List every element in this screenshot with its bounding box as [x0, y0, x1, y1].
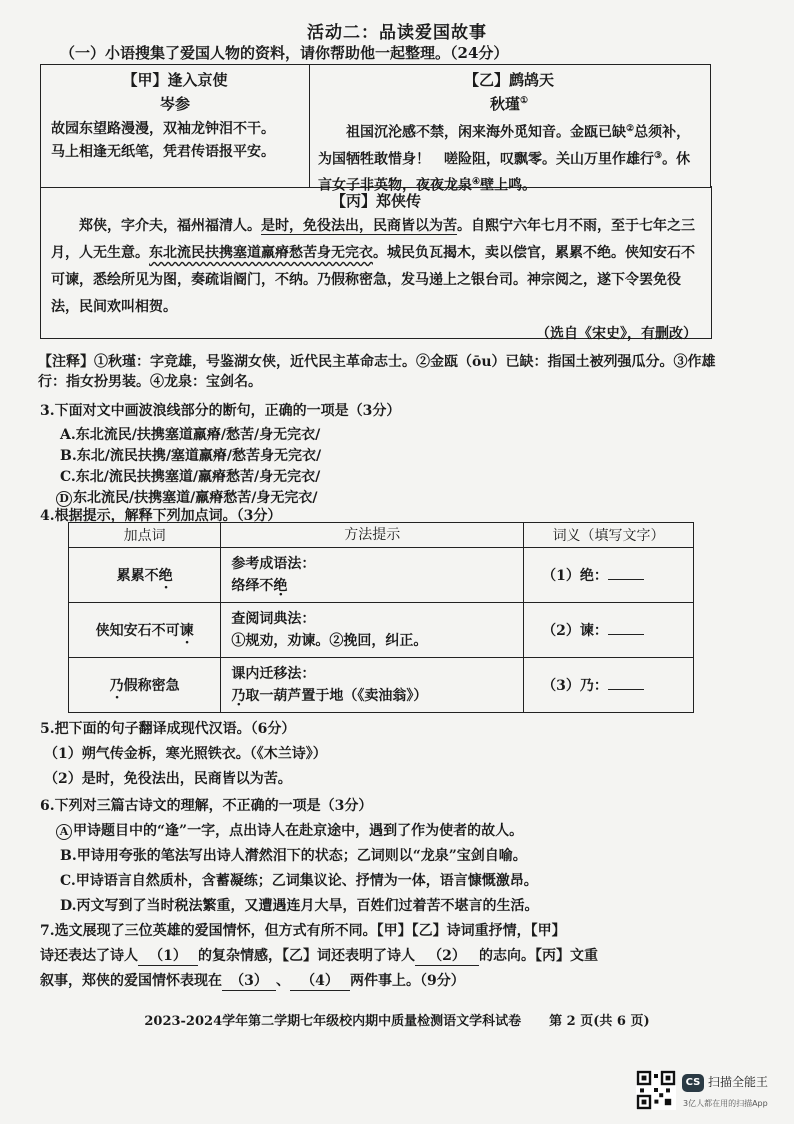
- dotted-word: 绝: [273, 578, 288, 594]
- q6-option-a: [60, 820, 523, 840]
- q7-blank-1[interactable]: （1）: [138, 945, 198, 966]
- q3-stem: 3.下面对文中画波浪线部分的断句，正确的一项是（3分）: [40, 403, 401, 419]
- q7-line2: [40, 945, 598, 966]
- q3-option-d-text: 东北流民/扶携塞道/羸瘠愁苦/身无完衣/: [73, 490, 318, 506]
- q7-text: 、: [276, 973, 290, 989]
- q4-stem: 4.根据提示，解释下列加点词。（3分）: [40, 508, 282, 524]
- note-mark-4: ④: [472, 177, 481, 188]
- q7-text: 两件事上。（9分）: [350, 973, 465, 989]
- hint-method: 查阅词典法：: [231, 611, 316, 627]
- hint-text: 取一葫芦置于地（《卖油翁》）: [245, 688, 428, 704]
- q4-answer-3[interactable]: [524, 658, 694, 713]
- q7-blank-2[interactable]: （2）: [415, 945, 479, 966]
- scanner-app-name: 扫描全能王: [708, 1075, 769, 1089]
- poem-a-body: [41, 114, 309, 164]
- dotted-word: 谏: [179, 623, 194, 639]
- q7-line3: [40, 970, 465, 991]
- q5-sentence-1: （1）朔气传金柝，寒光照铁衣。（《木兰诗》）: [44, 746, 327, 762]
- q4-answer-1[interactable]: [524, 548, 694, 603]
- q6-option-d: D.丙文写到了当时税法繁重，又遭遇连月大旱，百姓们过着苦不堪言的生活。: [60, 898, 539, 914]
- q4-word-3: [69, 658, 221, 713]
- answer-blank[interactable]: [608, 579, 644, 580]
- q3-option-b: B.东北/流民扶携/塞道羸瘠/愁苦身无完衣/: [60, 448, 322, 464]
- hint-text: ①规劝，劝谏。②挽回，纠正。: [231, 633, 428, 649]
- circled-answer-mark: D: [56, 491, 72, 507]
- qr-code-icon: [636, 1070, 676, 1110]
- poem-a-box: [40, 64, 310, 188]
- poem-b-box: [308, 64, 711, 194]
- section-heading: （一）小语搜集了爱国人物的资料，请你帮助他一起整理。（24分）: [60, 44, 509, 62]
- q7-text: 叙事，郑侠的爱国情怀表现在: [40, 973, 222, 989]
- poem-b-seg3: 。休言女子非英物，夜夜龙泉: [318, 151, 691, 194]
- q4-hint-1: [221, 548, 524, 603]
- activity-title: 活动二：品读爱国故事: [307, 23, 487, 43]
- note-mark-3: ③: [654, 150, 663, 161]
- q3-option-c: C.东北/流民扶携塞道/羸瘠愁苦/身无完衣/: [60, 469, 321, 485]
- page-number: 第 2 页(共 6 页): [549, 1014, 650, 1029]
- q4-answer-2[interactable]: [524, 603, 694, 658]
- q4-header-word: 加点词: [69, 523, 221, 548]
- dotted-word: 乃: [231, 688, 246, 704]
- prose-c-underlined: 是时，免役法出，民商皆以为苦: [261, 218, 457, 234]
- circled-answer-mark: A: [56, 824, 72, 840]
- prose-c-wavy: 东北流民扶携塞道羸瘠愁苦身无完衣: [149, 245, 373, 261]
- q6-option-c: C.甲诗语言自然质朴，含蓄凝练；乙词集议论、抒情为一体，语言慷慨激昂。: [60, 873, 538, 889]
- answer-label: （1）绝：: [542, 568, 608, 584]
- hint-example: [231, 575, 523, 597]
- table-row: [69, 548, 694, 603]
- prose-c-box: [40, 186, 712, 342]
- hint-example: [231, 685, 523, 707]
- q4-header-meaning: 词义（填写文字）: [524, 523, 694, 548]
- poem-b-seg4: 壁上鸣。: [480, 177, 537, 194]
- answer-label: （2）谏：: [542, 623, 608, 639]
- q4-word-2: [69, 603, 221, 658]
- hint-method: 课内迁移法：: [231, 666, 316, 682]
- poem-b-title: 【乙】鹧鸪天: [463, 71, 554, 89]
- poem-b-author: [308, 93, 710, 114]
- q4-header-row: [69, 523, 694, 548]
- q4-header-hint: 方法提示: [221, 523, 524, 548]
- q5-stem: 5.把下面的句子翻译成现代汉语。（6分）: [40, 721, 296, 737]
- table-row: [69, 658, 694, 713]
- q5-sentence-2: （2）是时，免役法出，民商皆以为苦。: [44, 771, 292, 787]
- note-mark-2: ②: [626, 124, 635, 134]
- dotted-word: 乃: [109, 678, 124, 694]
- q6-stem: 6.下列对三篇古诗文的理解，不正确的一项是（3分）: [40, 798, 373, 814]
- q4-hint-3: [221, 658, 524, 713]
- q7-text: 的志向。【丙】文重: [479, 948, 598, 964]
- poem-a-line2: 马上相逢无纸笔，凭君传语报平安。: [51, 144, 275, 160]
- q6-option-a-text: 甲诗题目中的“逢”一字，点出诗人在赴京途中，遇到了作为使者的故人。: [73, 823, 524, 839]
- poem-b-seg2: 总须补，为国牺牲敢惜身！ 嗟险阻，叹飘零。关山万里作雄行: [318, 124, 691, 168]
- q7-text: 诗还表达了诗人: [40, 948, 138, 964]
- q6-option-b: B.甲诗用夸张的笔法写出诗人潸然泪下的状态；乙词则以“龙泉”宝剑自喻。: [60, 848, 527, 864]
- page-footer: [0, 1010, 794, 1029]
- poem-b-seg1: 祖国沉沦感不禁，闲来海外觅知音。金瓯已缺: [346, 124, 626, 141]
- q7-line1: 7.选文展现了三位英雄的爱国情怀，但方式有所不同。【甲】【乙】诗词重抒情，【甲】: [40, 923, 566, 939]
- poem-a-author: 岑参: [159, 95, 190, 113]
- scanner-logo: CS: [682, 1074, 704, 1092]
- footer-title: 2023-2024学年第二学期七年级校内期中质量检测语文学科试卷: [144, 1014, 522, 1029]
- q7-text: 的复杂情感，【乙】词还表明了诗人: [198, 948, 415, 964]
- prose-c-p2: 。自熙宁六年七月不雨，至于七年之三月，人无生意。: [51, 218, 695, 261]
- hint-text: 络绎不: [231, 578, 274, 594]
- prose-c-title: 【丙】郑侠传: [330, 192, 421, 210]
- prose-c-p3: 。城民负瓦揭木，卖以偿官，累累不绝。侠知安石不可谏，悉绘所见为图，奏疏诣阍门，不纳。乃假称密急，发马递上之银台司。神宗阅之，遂下令罢免役法，民间欢叫相贺。: [51, 245, 695, 315]
- word-text: 假称密急: [123, 678, 180, 694]
- poem-a-title: 【甲】逢入京使: [122, 71, 228, 89]
- q3-option-a: A.东北流民/扶携塞道羸瘠/愁苦/身无完衣/: [60, 427, 321, 443]
- annotations: 【注释】①秋瑾：字竞雄，号鉴湖女侠，近代民主革命志士。②金瓯（ōu）已缺：指国土被列强瓜分。③作雄行：指女扮男装。④龙泉：宝剑名。: [38, 354, 716, 390]
- note-mark-1: ①: [519, 96, 529, 106]
- q4-word-1: [69, 548, 221, 603]
- scanner-tagline: 3亿人都在用的扫描App: [683, 1099, 768, 1108]
- prose-c-source: （选自《宋史》，有删改）: [536, 326, 697, 342]
- word-text: 侠知安石不可: [95, 623, 180, 639]
- answer-blank[interactable]: [608, 634, 644, 635]
- poem-a-line1: 故园东望路漫漫，双袖龙钟泪不干。: [51, 121, 275, 137]
- q4-hint-2: [221, 603, 524, 658]
- answer-blank[interactable]: [608, 689, 644, 690]
- prose-c-p1: 郑侠，字介夫，福州福清人。: [79, 218, 261, 234]
- hint-method: 参考成语法：: [231, 556, 316, 572]
- answer-label: （3）乃：: [542, 678, 608, 694]
- dotted-word: 绝: [158, 568, 173, 584]
- q4-table: [68, 522, 694, 713]
- q3-option-d: [60, 487, 317, 507]
- word-text: 累累不: [116, 568, 159, 584]
- q7-blank-4[interactable]: （4）: [290, 970, 350, 991]
- poem-b-author-name: 秋瑾: [489, 95, 520, 113]
- prose-c-body: [41, 211, 711, 321]
- q7-blank-3[interactable]: （3）: [222, 970, 276, 991]
- table-row: [69, 603, 694, 658]
